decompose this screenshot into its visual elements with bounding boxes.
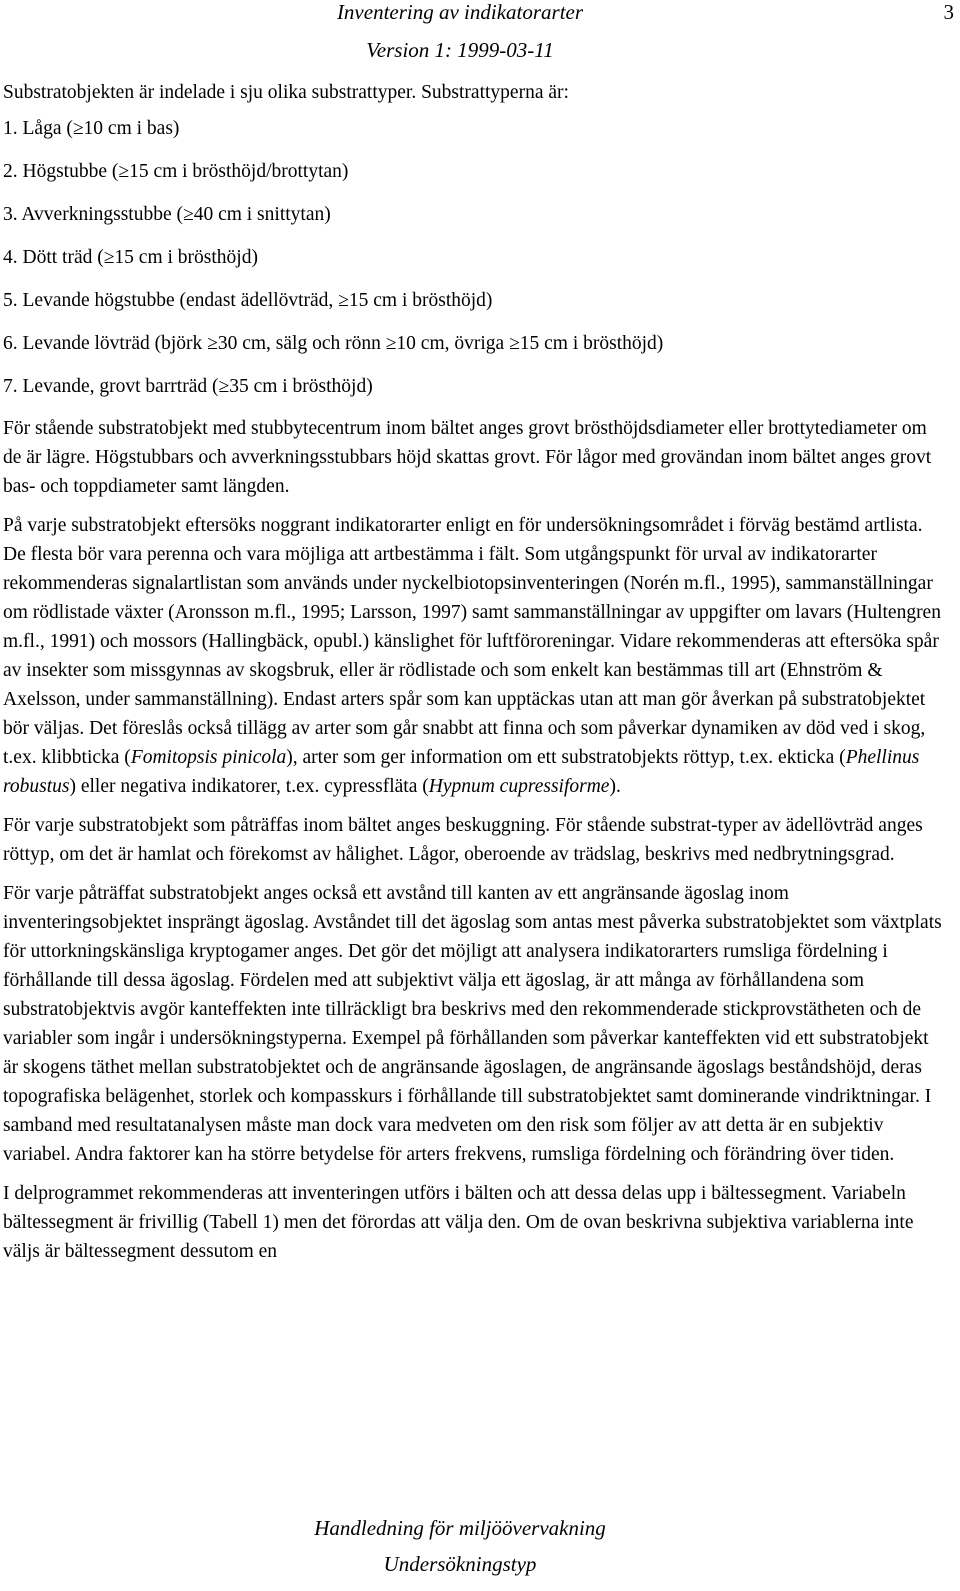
footer-line-1: Handledning för miljöövervakning — [314, 1516, 606, 1540]
page-number: 3 — [943, 0, 954, 24]
text-span: På varje substratobjekt eftersöks noggrant indikatorarter enligt en för undersökningsområdet i förväg bestämd artlista. De flesta bör vara perenna och vara möjliga att artbestämma i fält. Som utgångspunkt för urval av indikatorarter rekommenderas signalartlistan som används under nyckelbiotopsinventeringen (Norén m.fl., 1995), sammanställningar om rödlistade växter (Aronsson m.fl., 1995; Larsson, 1997) samt sammanställningar av uppgifter om lavars (Hultengren m.fl., 1991) och mossors (Hallingbäck, opubl.) känslighet för luftföroreningar. Vidare rekommenderas att eftersöka spår av insekter som missgynnas av skogsbruk, eller är rödlistade och som enkelt kan bestämmas till art (Ehnström & Axelsson, under sammanställning). Endast arters spår som kan upptäckas utan att man gör åverkan på substratobjektet bör väljas. Det föreslås också tillägg av arter som går snabbt att finna och som påverkar dynamiken av död ved i skog, t.ex. klibbticka ( — [3, 515, 941, 768]
list-item: 7. Levande, grovt barrträd (≥35 cm i brösthöjd) — [3, 376, 373, 397]
list-item: 2. Högstubbe (≥15 cm i brösthöjd/brottytan) — [3, 161, 349, 182]
text-span: ) eller negativa indikatorer, t.ex. cypressfläta ( — [69, 776, 429, 797]
text-span: ), arter som ger information om ett substratobjekts röttyp, t.ex. ekticka ( — [286, 747, 846, 768]
footer-line-2: Undersökningstyp — [383, 1552, 537, 1576]
latin-name: Phellinus robustus — [3, 747, 920, 797]
paragraph-edge-distance: För varje påträffat substratobjekt anges också ett avstånd till kanten av ett angränsande ägoslag inom inventeringsobjektet insprängt ägoslag. Avståndet till det ägoslag som antas mest påverka substratobjektet som växtplats för uttorkningskänsliga kryptogamer anges. Det gör det möjligt att analysera indikatorarters rumsliga fördelning i förhållande till dessa ägoslag. Fördelen med att subjektivt välja ett ägoslag, är att många av förhållandena som substratobjektvis avgör kanteffekten inte tillräckligt bra beskrivs med den rekommenderade stickprovstätheten och de variabler som ingår i undersökningstyperna. Exempel på förhållanden som påverkar kanteffekten vid ett substratobjekt är skogens täthet mellan substratobjektet och de angränsande ägoslagen, de angränsande ägoslags beståndshöjd, deras topografiska belägenhet, storlek och kompasskurs i förhållande till substratobjektet samt dominerande vindriktningar. I samband med resultatanalysen måste man dock vara medveten om den risk som följer av att detta är en subjektiv variabel. Andra faktorer kan ha större betydelse för arters frekvens, rumsliga fördelning och förändring över tiden. — [3, 883, 942, 1165]
text-span: ). — [609, 776, 621, 797]
intro-text: Substratobjekten är indelade i sju olika substrattyper. Substrattyperna är: — [3, 82, 569, 103]
paragraph-belt-segments: I delprogrammet rekommenderas att inventeringen utförs i bälten och att dessa delas upp i bältessegment. Variabeln bältessegment är frivillig (Tabell 1) men det förordas att välja den. Om de ovan beskrivna subjektiva variablerna inte väljs är bältessegment dessutom en — [3, 1183, 914, 1262]
page-header — [0, 0, 960, 70]
document-body — [3, 78, 943, 1266]
list-item: 5. Levande högstubbe (endast ädellövträd, ≥15 cm i brösthöjd) — [3, 290, 493, 311]
paragraph-diameter: För stående substratobjekt med stubbytecentrum inom bältet anges grovt brösthöjdsdiameter eller brottytediameter om de är lägre. Högstubbars och avverkningsstubbars höjd skattas grovt. För lågor med grovändan inom bältet anges grovt bas- och toppdiameter samt längden. — [3, 418, 932, 497]
paragraph-shading: För varje substratobjekt som påträffas inom bältet anges beskuggning. För stående substrat-typer av ädellövträd anges röttyp, om det är hamlat och förekomst av hålighet. Lågor, oberoende av trädslag, beskrivs med nedbrytningsgrad. — [3, 815, 923, 865]
substrate-type-list — [3, 107, 943, 408]
document-version: Version 1: 1999-03-11 — [366, 38, 554, 62]
list-item: 4. Dött träd (≥15 cm i brösthöjd) — [3, 247, 258, 268]
list-item: 3. Avverkningsstubbe (≥40 cm i snittytan) — [3, 204, 331, 225]
list-item: 1. Låga (≥10 cm i bas) — [3, 118, 180, 139]
latin-name: Hypnum cupressiforme — [428, 776, 610, 797]
paragraph-indicator-species — [3, 511, 943, 801]
page-footer — [0, 1510, 920, 1582]
document-title: Inventering av indikatorarter — [336, 0, 584, 24]
list-item: 6. Levande lövträd (björk ≥30 cm, sälg och rönn ≥10 cm, övriga ≥15 cm i brösthöjd) — [3, 333, 664, 354]
latin-name: Fomitopsis pinicola — [130, 747, 287, 768]
